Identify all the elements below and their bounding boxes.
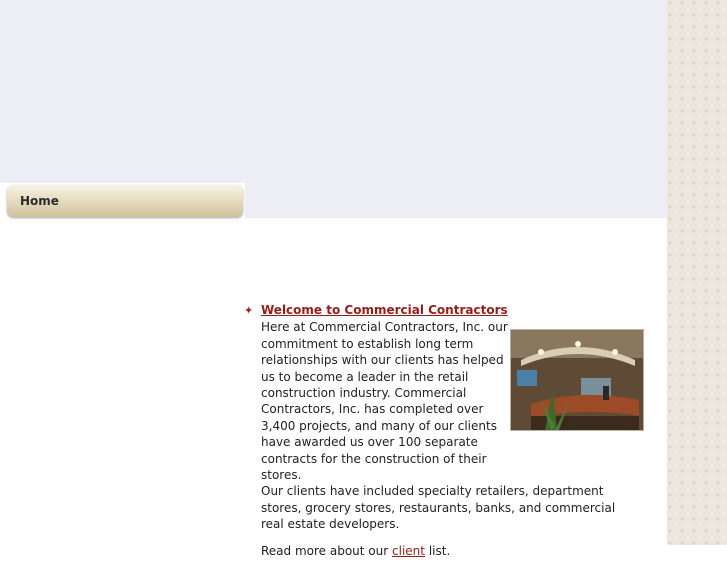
welcome-paragraph-1: Here at Commercial Contractors, Inc. our commitment to establish long term relationships with our clients has helped us to become a leader in the retail construction industry. Commercial Contractors, Inc. has completed over 3,400 projects, and many of our clients have awarded us over 100 separate contracts for the construction of their stores. [261,320,508,483]
welcome-paragraph-2: Our clients have included specialty retailers, department stores, grocery stores, restaurants, banks, and commercial real estate developers. [261,484,616,532]
diamond-bullet-icon: ✦ [244,304,254,317]
nav-home-label: Home [20,194,59,208]
welcome-title-link[interactable]: Welcome to Commercial Contractors [261,303,508,317]
read-more-suffix: list. [428,543,451,558]
side-pattern [667,0,727,545]
office-photo-illustration [511,330,644,431]
client-list-link[interactable]: client [392,543,425,558]
nav-home-tab[interactable] [7,185,243,217]
office-reception-photo [510,329,644,431]
read-more-prefix: Read more about our [261,543,389,558]
read-more-line [261,543,641,559]
